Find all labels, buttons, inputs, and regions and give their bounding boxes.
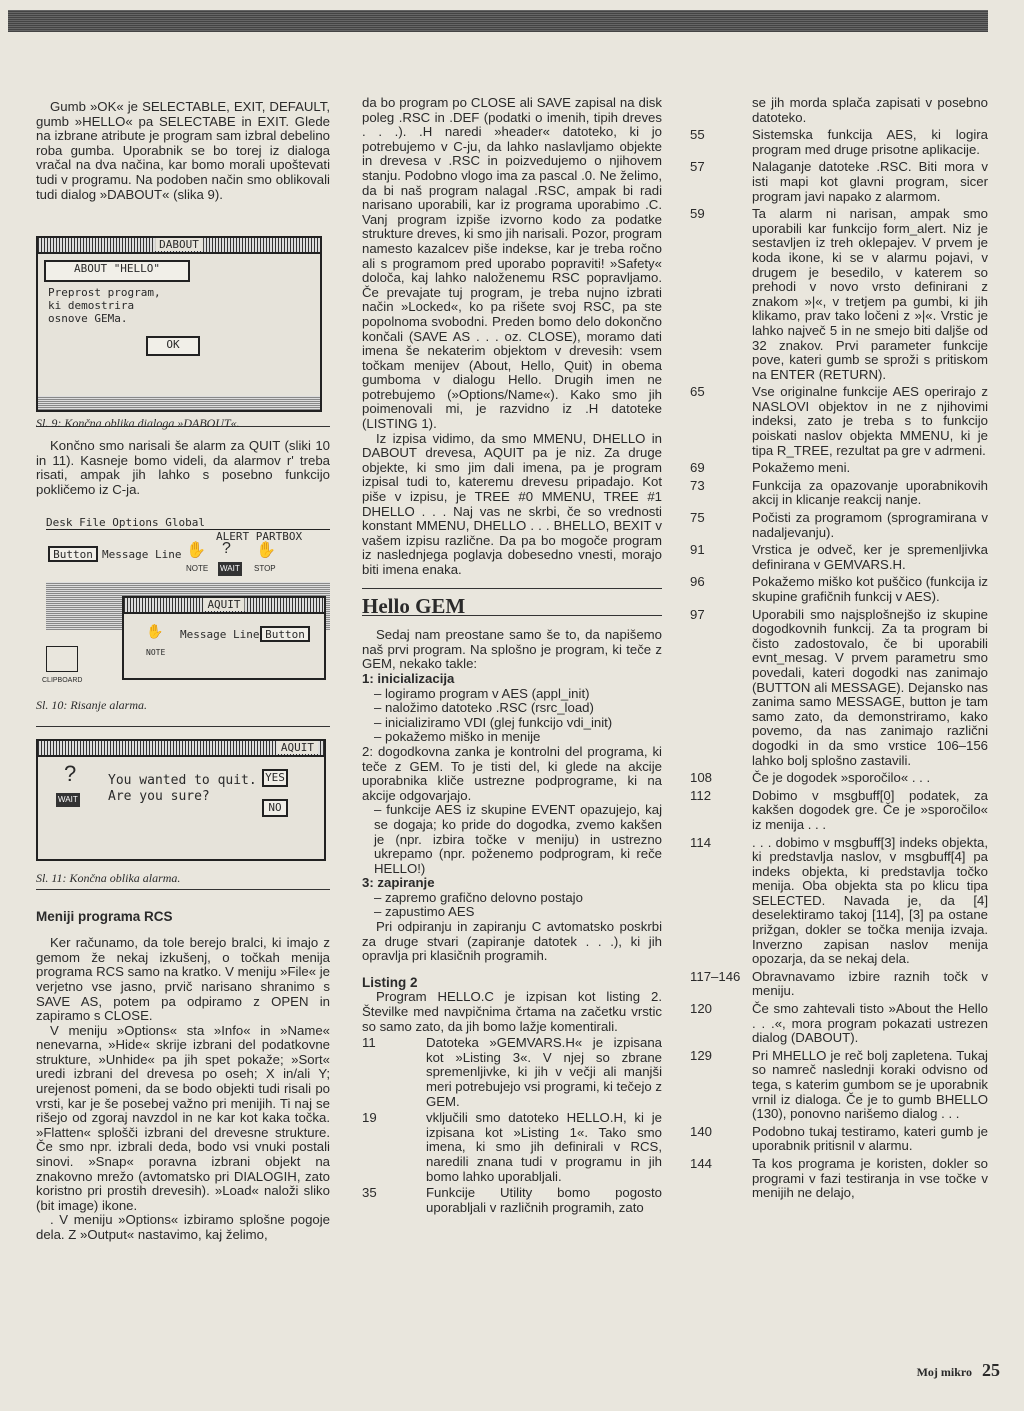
- annotation-row: [690, 207, 988, 382]
- annotation-row: [690, 543, 988, 572]
- annotation-text: Pokažemo miško kot puščico (funkcija iz skupine grafičnih funkcij v AES).: [752, 574, 988, 604]
- section-heading: Listing 2: [362, 974, 418, 990]
- annotation-row: [690, 1002, 988, 1046]
- button-part: Button: [260, 626, 310, 642]
- column-1: [36, 100, 330, 1243]
- paragraph: . V meniju »Options« izbiramo splošne pogoje dela. Z »Output« nastavimo, kaj želimo,: [36, 1212, 330, 1242]
- section-heading: Meniji programa RCS: [36, 908, 173, 924]
- annotation-row: [690, 479, 988, 508]
- column-2: [362, 96, 662, 1215]
- annotation-text: se jih morda splača zapisati v posebno datoteko.: [752, 95, 988, 125]
- line-number: 114: [690, 834, 712, 850]
- figure-9: [36, 236, 330, 431]
- annotation-text: Ta alarm ni narisan, ampak smo uporabili kar funkcijo form_alert. Niz je sestavljen iz treh oklepajev. V prvem je koda ikone, ki se v alarmu pojavi, v drugem je besedilo, v katerem so prehodi v novo vrsto definirani z znakom »|«, v tretjem pa gumbi, ki jih klikamo, prav tako ločeni z »|«. Vrstic je lahko največ 5 in ne smejo biti daljše od 32 znakov. Prvi parameter funkcije pove, kateri gumb se sproži s pritiskom na ENTER (RETURN).: [752, 206, 988, 382]
- aquit-window: AQUIT ✋ Message Line Button NOTE: [122, 596, 326, 680]
- paragraph: Ker računamo, da tole berejo bralci, ki imajo z gemom že nekaj izkušenj, o točkah menija programa RCS samo na kratko. V meniju »File« je verjetno vse jasno, prvič narisano shranimo s SAVE AS, potem pa odpiramo z OPEN in zapiramo s CLOSE.: [36, 935, 330, 1024]
- annotation-row: [690, 836, 988, 967]
- line-number: 73: [690, 477, 705, 493]
- list-item: – zapustimo AES: [374, 904, 475, 920]
- dialog-text: Preprost program, ki demostrira osnove GEMa.: [48, 286, 161, 326]
- annotation-text: Nalaganje datoteke .RSC. Biti mora v isti mapi kot glavni program, sicer program javi napako z alarmom.: [752, 159, 988, 204]
- line-number: 91: [690, 542, 705, 558]
- line-number: [690, 96, 752, 125]
- menu-bar: Desk File Options Global: [46, 516, 330, 530]
- question-icon: ?: [64, 760, 77, 786]
- figure-11: [36, 739, 330, 889]
- paragraph: Gumb »OK« je SELECTABLE, EXIT, DEFAULT, gumb »HELLO« pa SELECTABE in EXIT. Glede na izbrane atribute je program sam izbral debelino roba gumba. Uporabnik se bo torej iz dialoga vračal na dva načina, kar bomo morali upoštevati tudi v programu. Na podoben način smo oblikovali tudi dialog »DABOUT« (slika 9).: [36, 99, 330, 202]
- annotation-row: [690, 96, 988, 125]
- annotation-row: [690, 160, 988, 204]
- list-item: – logiramo program v AES (appl_init): [374, 685, 590, 701]
- line-number: 69: [690, 460, 705, 476]
- section-heading: Hello GEM: [362, 593, 466, 618]
- magazine-name: Moj mikro: [916, 1365, 972, 1379]
- annotation-list: [690, 96, 988, 1201]
- annotation-row: [690, 575, 988, 604]
- annotation-row: [690, 1125, 988, 1154]
- annotation-row: [690, 1049, 988, 1122]
- annotation-row: [690, 128, 988, 157]
- annotation-text: Uporabili smo najsplošnejšo iz skupine dogodkovnih funkcij. Za ta program bi čisto zadostovalo, če bi uporabili evnt_mesag. V prvem parametru smo povedali, kateri dogodki nas zanimajo (BUTTON ali MESSAGE). Dejansko nas zanima samo MESSAGE, button je tam samo zato, da demonstriramo, kako povemo, da nas zanimajo različni dogodki in da smo vrstice 106–156 lahko bolj splošno zastavili.: [752, 606, 988, 768]
- annotation-text: Počisti za programom (sprogramirana v nadaljevanju).: [752, 510, 988, 540]
- about-box: ABOUT "HELLO": [44, 260, 190, 282]
- line-number: 59: [690, 206, 705, 222]
- page-footer: [917, 1360, 1000, 1381]
- annotation-row: [690, 511, 988, 540]
- clipboard-icon: [46, 646, 78, 672]
- list-item: – pokažemo miško in menije: [374, 729, 541, 745]
- line-number: 96: [690, 574, 705, 590]
- annotation-text: . . . dobimo v msgbuff[3] indeks objekta, ki predstavlja naslov, v msgbuff[4] pa indeks objekta, ki predstavlja točko menija. Oba objekta sta po klicu tipa SELECTED. Navada je, da [4] deselektiramo takoj [114], [3] pa ostane prižgan, dokler se točka menija izvaja. Inverzno zapisan naslov menija opozarja, da se nekaj dela.: [752, 834, 988, 967]
- annotation-text: Obravnavamo izbire raznih točk v meniju.: [752, 968, 988, 999]
- annotation-row: [690, 771, 988, 786]
- note-icon: ✋: [146, 623, 164, 640]
- line-number: 75: [690, 510, 705, 526]
- annotation-text: Vse originalne funkcije AES operirajo z NASLOVI objektov in ne z njihovimi indeksi, zato je treba s to funkcijo poiskati naslov objekta MMENU, ki je tipa R_TREE, rezultat pa gre v adrmeni.: [752, 384, 988, 458]
- button-part: Button: [48, 546, 98, 562]
- step-heading: 1: inicializacija: [362, 670, 455, 686]
- line-number: 129: [690, 1047, 713, 1063]
- annotation-text: Če je dogodek »sporočilo« . . .: [752, 770, 931, 786]
- paragraph: da bo program po CLOSE ali SAVE zapisal na disk poleg .RSC in .DEF (podatki o imenih, tipih dreves . . .). .H naredi »header« datoteko, ki jo potrebujemo v C-ju, da lahko naslavljamo objekte in drevesa v .RSC in poizvedujemo o njihovem stanju. Podobno vlogo ima za pascal .0. Ne želimo, da bi naš program nalagal .RSC, ampak bi radi narisano uporabili, kar iz programa uporabimo .C. Vanj program izpiše izvorno kodo za podatke strukture dreves, ki smo jih narisali. Pozor, program namesto kazalcev piše indekse, kar je treba ročno ali s programom pred uporabo popraviti! »Safety« določa, kaj lahko naloženemu RSC popravljamo. Če prevajate tuj program, je treba nujno izbrati način »Locked«, ko pa rišete svoj RSC, pa ste popolnoma svobodni. Preden bomo delo dokončno končali (SAVE AS . . . oz. CLOSE), moramo dati imena še nekaterim objektom v drevesih: vsem točkam menijev (About, Hello, Quit) in obema gumboma v dialogu Hello. Drugih imen ne potrebujemo (»Options/Name«). Kako smo jih poimenovali mi, je razvidno iz .H datoteke (LISTING 1).: [362, 95, 662, 432]
- paragraph: Sedaj nam preostane samo še to, da napišemo naš prvi program. Na splošno je program, ki teče z GEM, nekako takle:: [362, 627, 662, 672]
- annotation-text: Dobimo v msgbuff[0] podatek, za kakšen dogodek gre. Če je »sporočilo« iz menija . . .: [752, 787, 988, 832]
- partbox-title: ALERT PARTBOX: [216, 529, 303, 543]
- annotation-text: Funkcija za opazovanje uporabnikovih akcij in klicanje reakcij nanje.: [752, 477, 988, 508]
- figure-caption: Sl. 11: Končna oblika alarma.: [36, 870, 181, 885]
- page-number: 25: [982, 1360, 1000, 1380]
- list-item: 19 vključili smo datoteko HELLO.H, ki je izpisana kot »Listing 1«. Tako smo imena, ki smo jih definirali v RCS, naredili znana tudi v programu in jih bomo lahko uporabljali.: [362, 1110, 662, 1184]
- line-number: 112: [690, 787, 712, 803]
- annotation-text: Pokažemo meni.: [752, 460, 851, 476]
- figure-caption: Sl. 9: Končna oblika dialoga »DABOUT«.: [36, 416, 240, 431]
- line-number: 108: [690, 770, 713, 786]
- annotation-row: [690, 608, 988, 769]
- annotation-text: Vrstica je odveč, ker je spremenljivka definirana v GEMVARS.H.: [752, 542, 988, 572]
- line-number: 120: [690, 1001, 713, 1017]
- annotation-text: Podobno tukaj testiramo, kateri gumb je uporabnik pritisnil v alarmu.: [752, 1123, 988, 1154]
- list-item: 11 Datoteka »GEMVARS.H« je izpisana kot »Listing 3«. V njej so zbrane spremenljivke, ki jih v večji ali manjši meri potrebujejo vsi programi, ki tečejo z GEM.: [362, 1035, 663, 1109]
- yes-button[interactable]: YES: [262, 769, 288, 787]
- paragraph: Pri odpiranju in zapiranju C avtomatsko poskrbi za druge stvari (zapiranje datotek . . .), ki jih opravlja pri klasičnih programih.: [362, 919, 662, 964]
- annotation-text: Ta kos programa je koristen, dokler so programi v fazi testiranja in vse točke v menijih ne delajo,: [752, 1155, 988, 1201]
- figure-10: Desk File Options Global ALERT PARTBOX Button Message Line ✋ ? ✋ NOTE WAIT STOP AQUIT ✋ Message Line Button NOTE CLIPBOARD Sl. 10: Risanje alarma.: [36, 516, 330, 726]
- ok-button[interactable]: OK: [146, 336, 200, 356]
- annotation-text: Pri MHELLO je reč bolj zapletena. Tukaj so namreč naslednji koraki odvisno od tega, s katerim gumbom se je uporabnik vrnil iz dialoga. Če je to gumb BHELLO (130), ponovno narišemo dialog . . .: [752, 1047, 988, 1122]
- note-icon: ✋: [186, 541, 206, 559]
- step-heading: 3: zapiranje: [362, 875, 435, 891]
- paragraph: Iz izpisa vidimo, da smo MMENU, DHELLO in DABOUT drevesa, AQUIT pa je niz. Za druge objekte, ki smo jim dali imena, pa je program izpisal tudi to, kateremu drevesu pripadajo. Kot piše v izpisu, je TREE #0 MMENU, TREE #1 DHELLO . . . Naj vas ne skrbi, če so vrednosti konstant MMENU, DHELLO . . . BHELLO, BEXIT v vašem izpisu različne. Da pa bo mogoče program iz naslednjega poglavja dobesedno vnesti, morajo biti imena enaka.: [362, 430, 662, 577]
- list-item: 35 Funkcije Utility bomo pogosto uporabljali v različnih programih, zato: [362, 1185, 662, 1215]
- line-number: 97: [690, 606, 705, 622]
- annotation-row: [690, 789, 988, 833]
- line-number: 117–146: [690, 968, 741, 984]
- annotation-row: [690, 970, 988, 999]
- stop-icon: ✋: [256, 541, 276, 559]
- aquit-alert: AQUIT ? WAIT You wanted to quit. Are you sure? YES NO: [36, 739, 326, 861]
- line-number: 57: [690, 159, 705, 175]
- header-bar: [8, 10, 988, 32]
- paragraph: Program HELLO.C je izpisan kot listing 2. Številke med navpičnima črtama na začetku vrstic so samo zato, da jih bomo lažje komentirali.: [362, 989, 662, 1034]
- column-3: [690, 96, 988, 1204]
- line-number: 55: [690, 127, 705, 143]
- line-number: 65: [690, 384, 705, 400]
- line-number: 140: [690, 1123, 713, 1139]
- list-item: – zapremo grafično delovno postajo: [374, 889, 583, 905]
- list-item: – naložimo datoteko .RSC (rsrc_load): [374, 700, 594, 716]
- line-number: 144: [690, 1155, 713, 1171]
- list-item: – funkcije AES iz skupine EVENT opazujejo, kaj se dogaja; ko pride do dogodka, zvemo kakšen je (npr. izbira točke v meniju) in ustrezno ukrepamo (npr. poženemo podprogram, ki reče HELLO!): [374, 802, 662, 876]
- paragraph: Končno smo narisali še alarm za QUIT (sliki 10 in 11). Kasneje bomo videli, da alarmov r' treba risati, ampak jih lahko s posebno funkcijo pokličemo iz C-ja.: [36, 438, 330, 497]
- annotation-row: [690, 461, 988, 476]
- annotation-row: [690, 385, 988, 458]
- annotation-text: Sistemska funkcija AES, ki logira program med druge prisotne aplikacije.: [752, 127, 988, 157]
- annotation-row: [690, 1157, 988, 1201]
- list-item: – inicializiramo VDI (glej funkcijo vdi_init): [374, 714, 613, 730]
- alert-message: You wanted to quit. Are you sure?: [108, 772, 257, 804]
- annotation-text: Če smo zahtevali tisto »About the Hello . . .«, mora program pokazati ustrezen dialog (DABOUT).: [752, 1001, 988, 1046]
- window-title: DABOUT: [155, 238, 203, 251]
- no-button[interactable]: NO: [262, 799, 288, 817]
- question-icon: ?: [222, 539, 231, 557]
- figure-caption: Sl. 10: Risanje alarma.: [36, 697, 147, 712]
- dabout-window: [36, 236, 322, 412]
- message-line-part: Message Line: [102, 547, 182, 561]
- step-text: 2: dogodkovna zanka je kontrolni del programa, ki teče z GEM. To je tisti del, ki glede na akcije uporabnika kliče ustrezne podprograme, ki na akcije odgovarjajo.: [362, 743, 662, 803]
- paragraph: V meniju »Options« sta »Info« in »Name« nenevarna, »Hide« skrije izbrani del podatkovne strukture, »Unhide« pa jih spet pokaže; »Sort« uredi izbrani del drevesa po oseh; X in/ali Y; urejenost pomeni, da se bodo objekti tudi risali po vrsti, kar je še posebej važno pri menijih. Ti naj se rišejo od zgoraj navzdol in ne kar kot kaka točka. »Flatten« splošči izbrani del drevesne strukture. Če smo npr. izbrali deda, bodo vsi vnuki postali sinovi. »Snap« poravna izbrani objekt na znakovno mrežo (avtomatsko pri DIALOGIH, zato koristno pri prostih drevesih). »Load« naloži sliko (bit image) ikone.: [36, 1022, 330, 1213]
